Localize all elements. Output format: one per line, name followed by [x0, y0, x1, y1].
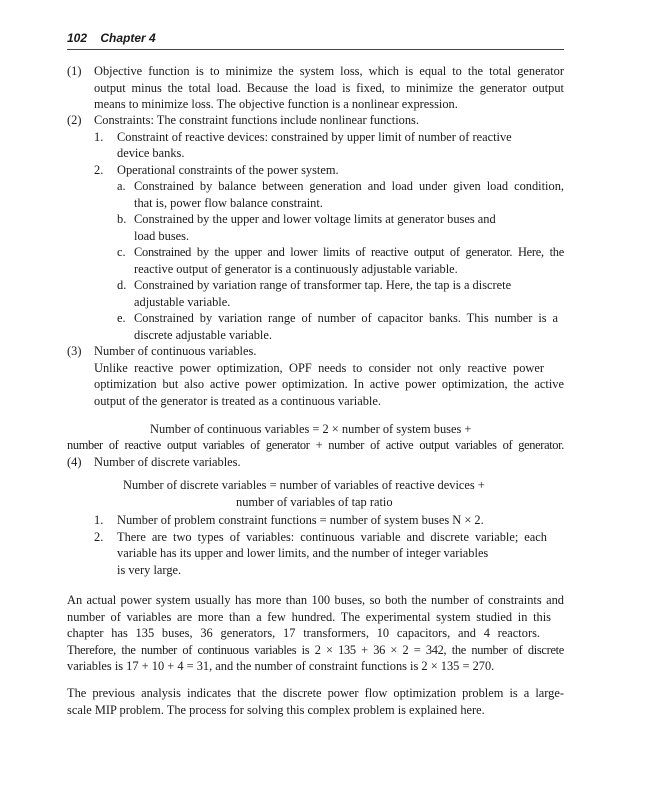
chapter-title: Chapter 4: [100, 31, 156, 45]
header-rule: [67, 49, 564, 50]
item-label: 1.: [94, 513, 104, 527]
text-line: optimization but also active power optimization. In active power optimization, the active: [94, 377, 564, 391]
text-line: means to minimize loss. The objective function is a nonlinear expression.: [94, 97, 458, 111]
text-line: reactive output of generator is a continuously adjustable variable.: [134, 262, 458, 276]
text-line: variable has its upper and lower limits, and the number of integer variables: [117, 546, 489, 560]
text-line: discrete adjustable variable.: [134, 328, 272, 342]
item-label: d.: [117, 278, 127, 292]
equation-line: Number of discrete variables = number of variables of reactive devices +: [123, 478, 485, 492]
text-line: Objective function is to minimize the system loss, which is equal to the total generator: [94, 64, 564, 78]
equation-line: number of variables of tap ratio: [236, 495, 393, 509]
paragraph-line: An actual power system usually has more than 100 buses, so both the number of constraints and: [67, 593, 564, 607]
item-label: a.: [117, 179, 126, 193]
equation-line: Number of continuous variables = 2 × number of system buses +: [150, 422, 472, 436]
paragraph-line: Therefore, the number of continuous variables is 2 × 135 + 36 × 2 = 342, the number of discrete: [67, 643, 564, 657]
item-label: 2.: [94, 163, 104, 177]
text-line: Number of problem constraint functions = number of system buses N × 2.: [117, 513, 484, 527]
text-line: is very large.: [117, 563, 182, 577]
text-line: Number of continuous variables.: [94, 344, 257, 358]
item-label: (3): [67, 344, 82, 358]
text-line: load buses.: [134, 229, 190, 243]
text-line: Constraint of reactive devices: constrained by upper limit of number of reactive: [117, 130, 512, 144]
item-label: (2): [67, 113, 82, 127]
page-number: 102: [67, 31, 88, 45]
text-line: Constraints: The constraint functions include nonlinear functions.: [94, 113, 419, 127]
equation-line: number of reactive output variables of generator + number of active output variables of generator.: [67, 438, 564, 452]
text-line: Operational constraints of the power system.: [117, 163, 339, 177]
text-line: Constrained by the upper and lower limits of reactive output of generator. Here, the: [134, 245, 564, 259]
text-line: Number of discrete variables.: [94, 455, 241, 469]
item-label: e.: [117, 311, 126, 325]
text-line: output minus the total load. Because the load is fixed, to minimize the generator output: [94, 81, 564, 95]
text-line: Constrained by balance between generation and load under given load condition,: [134, 179, 564, 193]
text-line: Constrained by the upper and lower voltage limits at generator buses and: [134, 212, 496, 226]
paragraph-line: scale MIP problem. The process for solving this complex problem is explained here.: [67, 703, 485, 717]
item-label: (1): [67, 64, 82, 78]
item-label: 2.: [94, 530, 104, 544]
text-line: Constrained by variation range of transformer tap. Here, the tap is a discrete: [134, 278, 512, 292]
text-line: Unlike reactive power optimization, OPF needs to consider not only reactive power: [94, 361, 544, 375]
text-line: that is, power flow balance constraint.: [134, 196, 323, 210]
text-line: There are two types of variables: continuous variable and discrete variable; each: [117, 530, 547, 544]
paragraph-line: chapter has 135 buses, 36 generators, 17 transformers, 10 capacitors, and 4 reactors.: [67, 626, 540, 640]
text-line: device banks.: [117, 146, 185, 160]
item-label: (4): [67, 455, 82, 469]
text-line: Constrained by variation range of number of capacitor banks. This number is a: [134, 311, 558, 325]
item-label: c.: [117, 245, 126, 259]
text-line: adjustable variable.: [134, 295, 231, 309]
paragraph-line: The previous analysis indicates that the discrete power flow optimization problem is a large-: [67, 686, 564, 700]
paragraph-line: variables is 17 + 10 + 4 = 31, and the number of constraint functions is 2 × 135 = 270.: [67, 659, 495, 673]
paragraph-line: number of variables are more than a few hundred. The experimental system studied in this: [67, 610, 551, 624]
item-label: 1.: [94, 130, 104, 144]
item-label: b.: [117, 212, 127, 226]
text-line: output of the generator is treated as a continuous variable.: [94, 394, 381, 408]
running-header: [67, 31, 564, 45]
